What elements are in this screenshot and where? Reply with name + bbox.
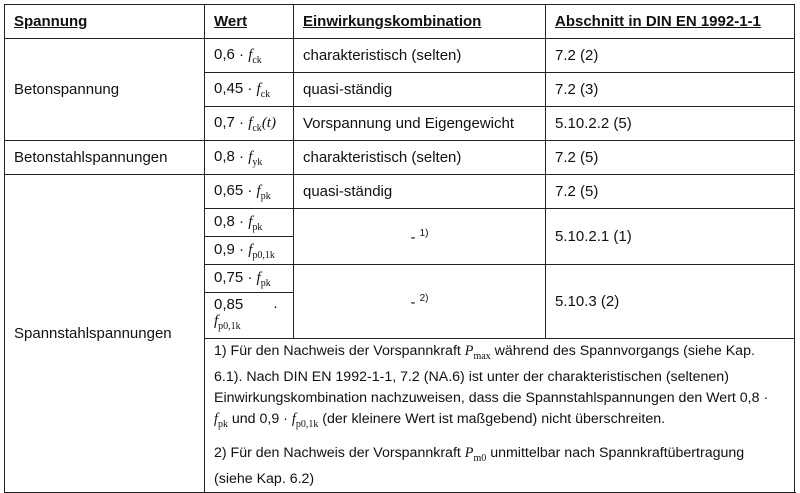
label-spannstahl: Spannstahlspannungen bbox=[5, 175, 205, 493]
header-spannung: Spannung bbox=[5, 5, 205, 39]
table-row bbox=[5, 39, 795, 73]
abschnitt-cell: 7.2 (5) bbox=[546, 175, 795, 209]
wert-cell: $0,75 \cdot f_{pk}$ bbox=[205, 265, 294, 293]
wert-cell: $0,6 \cdot f_{ck}$ bbox=[205, 39, 294, 73]
footnote-1: 1) Für den Nachweis der Vorspannkraft $P_{max}$ während des Spannvorgangs (siehe Kap. 6.1). Nach DIN EN 1992-1-1, 7.2 (NA.6) ist unter der charakteristischen (seltenen) Einwirkungskombination nachzuweisen, dass die Spannstahlspannungen den Wert $0,8 \cdot f_{pk}$ und $0,9 \cdot f_{p0,1k}$ (der kleinere Wert ist maßgebend) nicht überschreiten. bbox=[214, 343, 769, 430]
footnote-2: 2) Für den Nachweis der Vorspannkraft $P_{m0}$ unmittelbar nach Spannkraftübertragung (siehe Kap. 6.2) bbox=[214, 445, 745, 487]
wert-cell: $0,9 \cdot f_{p0,1k}$ bbox=[205, 237, 294, 265]
stress-limits-table bbox=[4, 4, 795, 493]
kombination-cell: quasi-ständig bbox=[294, 175, 546, 209]
footnote-ref-2: 2) bbox=[419, 292, 429, 304]
label-betonstahl: Betonstahlspannungen bbox=[5, 141, 205, 175]
kombination-cell: - $^{1)}$ bbox=[294, 209, 546, 265]
wert-cell: $0,65 \cdot f_{pk}$ bbox=[205, 175, 294, 209]
kombination-cell: charakteristisch (selten) bbox=[294, 39, 546, 73]
label-betonspannung: Betonspannung bbox=[5, 39, 205, 141]
header-wert: Wert bbox=[205, 5, 294, 39]
wert-cell: $0,7 \cdot f_{ck}(t)$ bbox=[205, 107, 294, 141]
kombination-cell: quasi-ständig bbox=[294, 73, 546, 107]
abschnitt-cell: 7.2 (3) bbox=[546, 73, 795, 107]
abschnitt-cell: 5.10.2.2 (5) bbox=[546, 107, 795, 141]
table-row bbox=[5, 175, 795, 209]
table-row bbox=[5, 141, 795, 175]
kombination-cell: - $^{2)}$ bbox=[294, 265, 546, 339]
wert-cell: 0,85 · $f_{p0,1k}$ bbox=[205, 293, 294, 339]
abschnitt-cell: 7.2 (5) bbox=[546, 141, 795, 175]
wert-cell: $0,45 \cdot f_{ck}$ bbox=[205, 73, 294, 107]
abschnitt-cell: 5.10.2.1 (1) bbox=[546, 209, 795, 265]
notes-cell bbox=[205, 339, 795, 493]
header-kombination: Einwirkungskombination bbox=[294, 5, 546, 39]
abschnitt-cell: 5.10.3 (2) bbox=[546, 265, 795, 339]
wert-cell: $0,8 \cdot f_{yk}$ bbox=[205, 141, 294, 175]
abschnitt-cell: 7.2 (2) bbox=[546, 39, 795, 73]
kombination-cell: Vorspannung und Eigengewicht bbox=[294, 107, 546, 141]
kombination-cell: charakteristisch (selten) bbox=[294, 141, 546, 175]
wert-cell: $0,8 \cdot f_{pk}$ bbox=[205, 209, 294, 237]
header-abschnitt: Abschnitt in DIN EN 1992-1-1 bbox=[546, 5, 795, 39]
header-row bbox=[5, 5, 795, 39]
footnote-ref-1: 1) bbox=[419, 227, 429, 239]
